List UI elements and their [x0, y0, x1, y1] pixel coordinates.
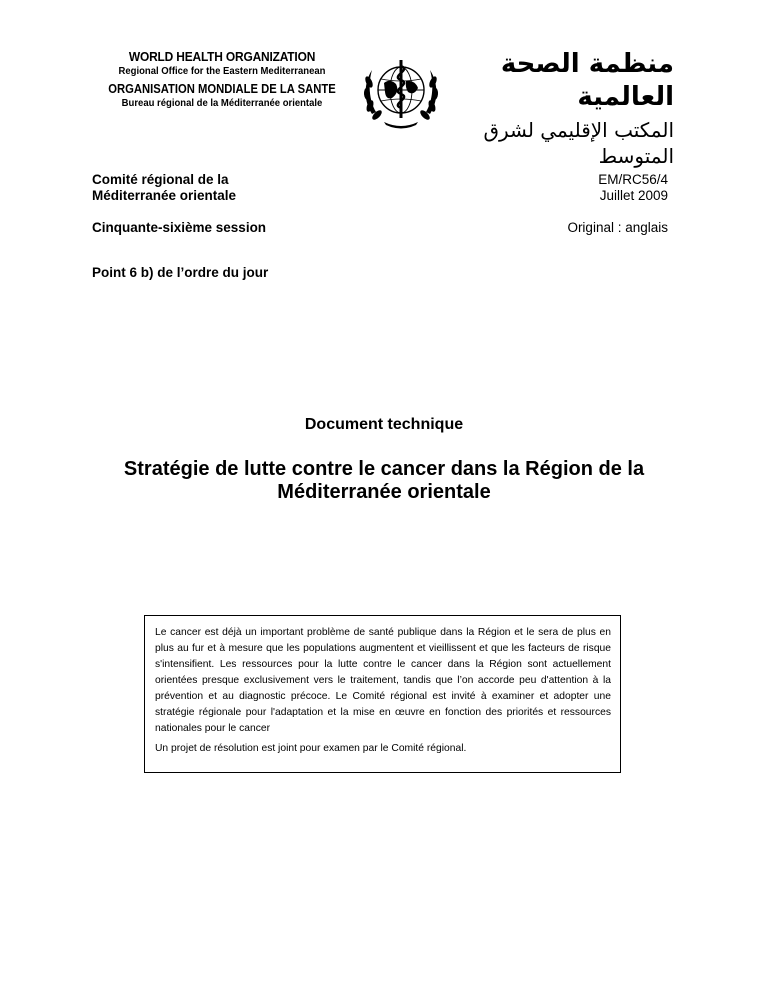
letterhead-arabic — [452, 48, 674, 169]
session-label: Cinquante-sixième session — [92, 220, 267, 235]
document-title: Stratégie de lutte contre le cancer dans la Région de la Méditerranée orientale — [123, 458, 645, 503]
letterhead-english-french — [92, 50, 352, 109]
document-type: Document technique — [304, 416, 464, 433]
agenda-item: Point 6 b) de l’ordre du jour — [92, 265, 269, 280]
letterhead-en-office: Regional Office for the Eastern Mediterranean — [118, 65, 326, 77]
committee-line-2: Méditerranée orientale — [92, 188, 237, 203]
letterhead-ar-office: المكتب الإقليمي لشرق المتوسط — [483, 118, 674, 168]
committee-name — [92, 172, 236, 204]
abstract-paragraph-2: Un projet de résolution est joint pour examen par le Comité régional. — [155, 743, 467, 754]
letterhead-ar-title: منظمة الصحة العالمية — [500, 49, 674, 112]
committee-line-1: Comité régional de la — [92, 172, 229, 187]
abstract-paragraph-1: Le cancer est déjà un important problème de santé publique dans la Région et le sera de plus en plus au fur et à mesure que les populations augmentent et vieillissent et que les facteurs de risque s'intensifient. Les ressources pour la lutte contre le cancer dans la Région sont actuellement orientées presque exclusivement vers le traitement, tandis que l’on accorde peu d'attention à la prévention et au diagnostic précoce. Le Comité régional est invité à examiner et adopter une stratégie régionale pour l'adaptation et la mise en œuvre en fonction des priorités et ressources nationales pour le cancer — [155, 627, 611, 734]
letterhead-fr-office: Bureau régional de la Méditerranée orientale — [121, 97, 323, 109]
abstract-box — [144, 615, 621, 773]
document-reference — [598, 172, 668, 204]
letterhead-fr-title: ORGANISATION MONDIALE DE LA SANTE — [108, 82, 336, 97]
letterhead-en-title: WORLD HEALTH ORGANIZATION — [128, 49, 316, 64]
original-language: Original : anglais — [567, 220, 668, 235]
who-emblem-icon — [360, 52, 442, 132]
doc-ref-number: EM/RC56/4 — [598, 172, 668, 187]
doc-date: Juillet 2009 — [599, 188, 668, 203]
